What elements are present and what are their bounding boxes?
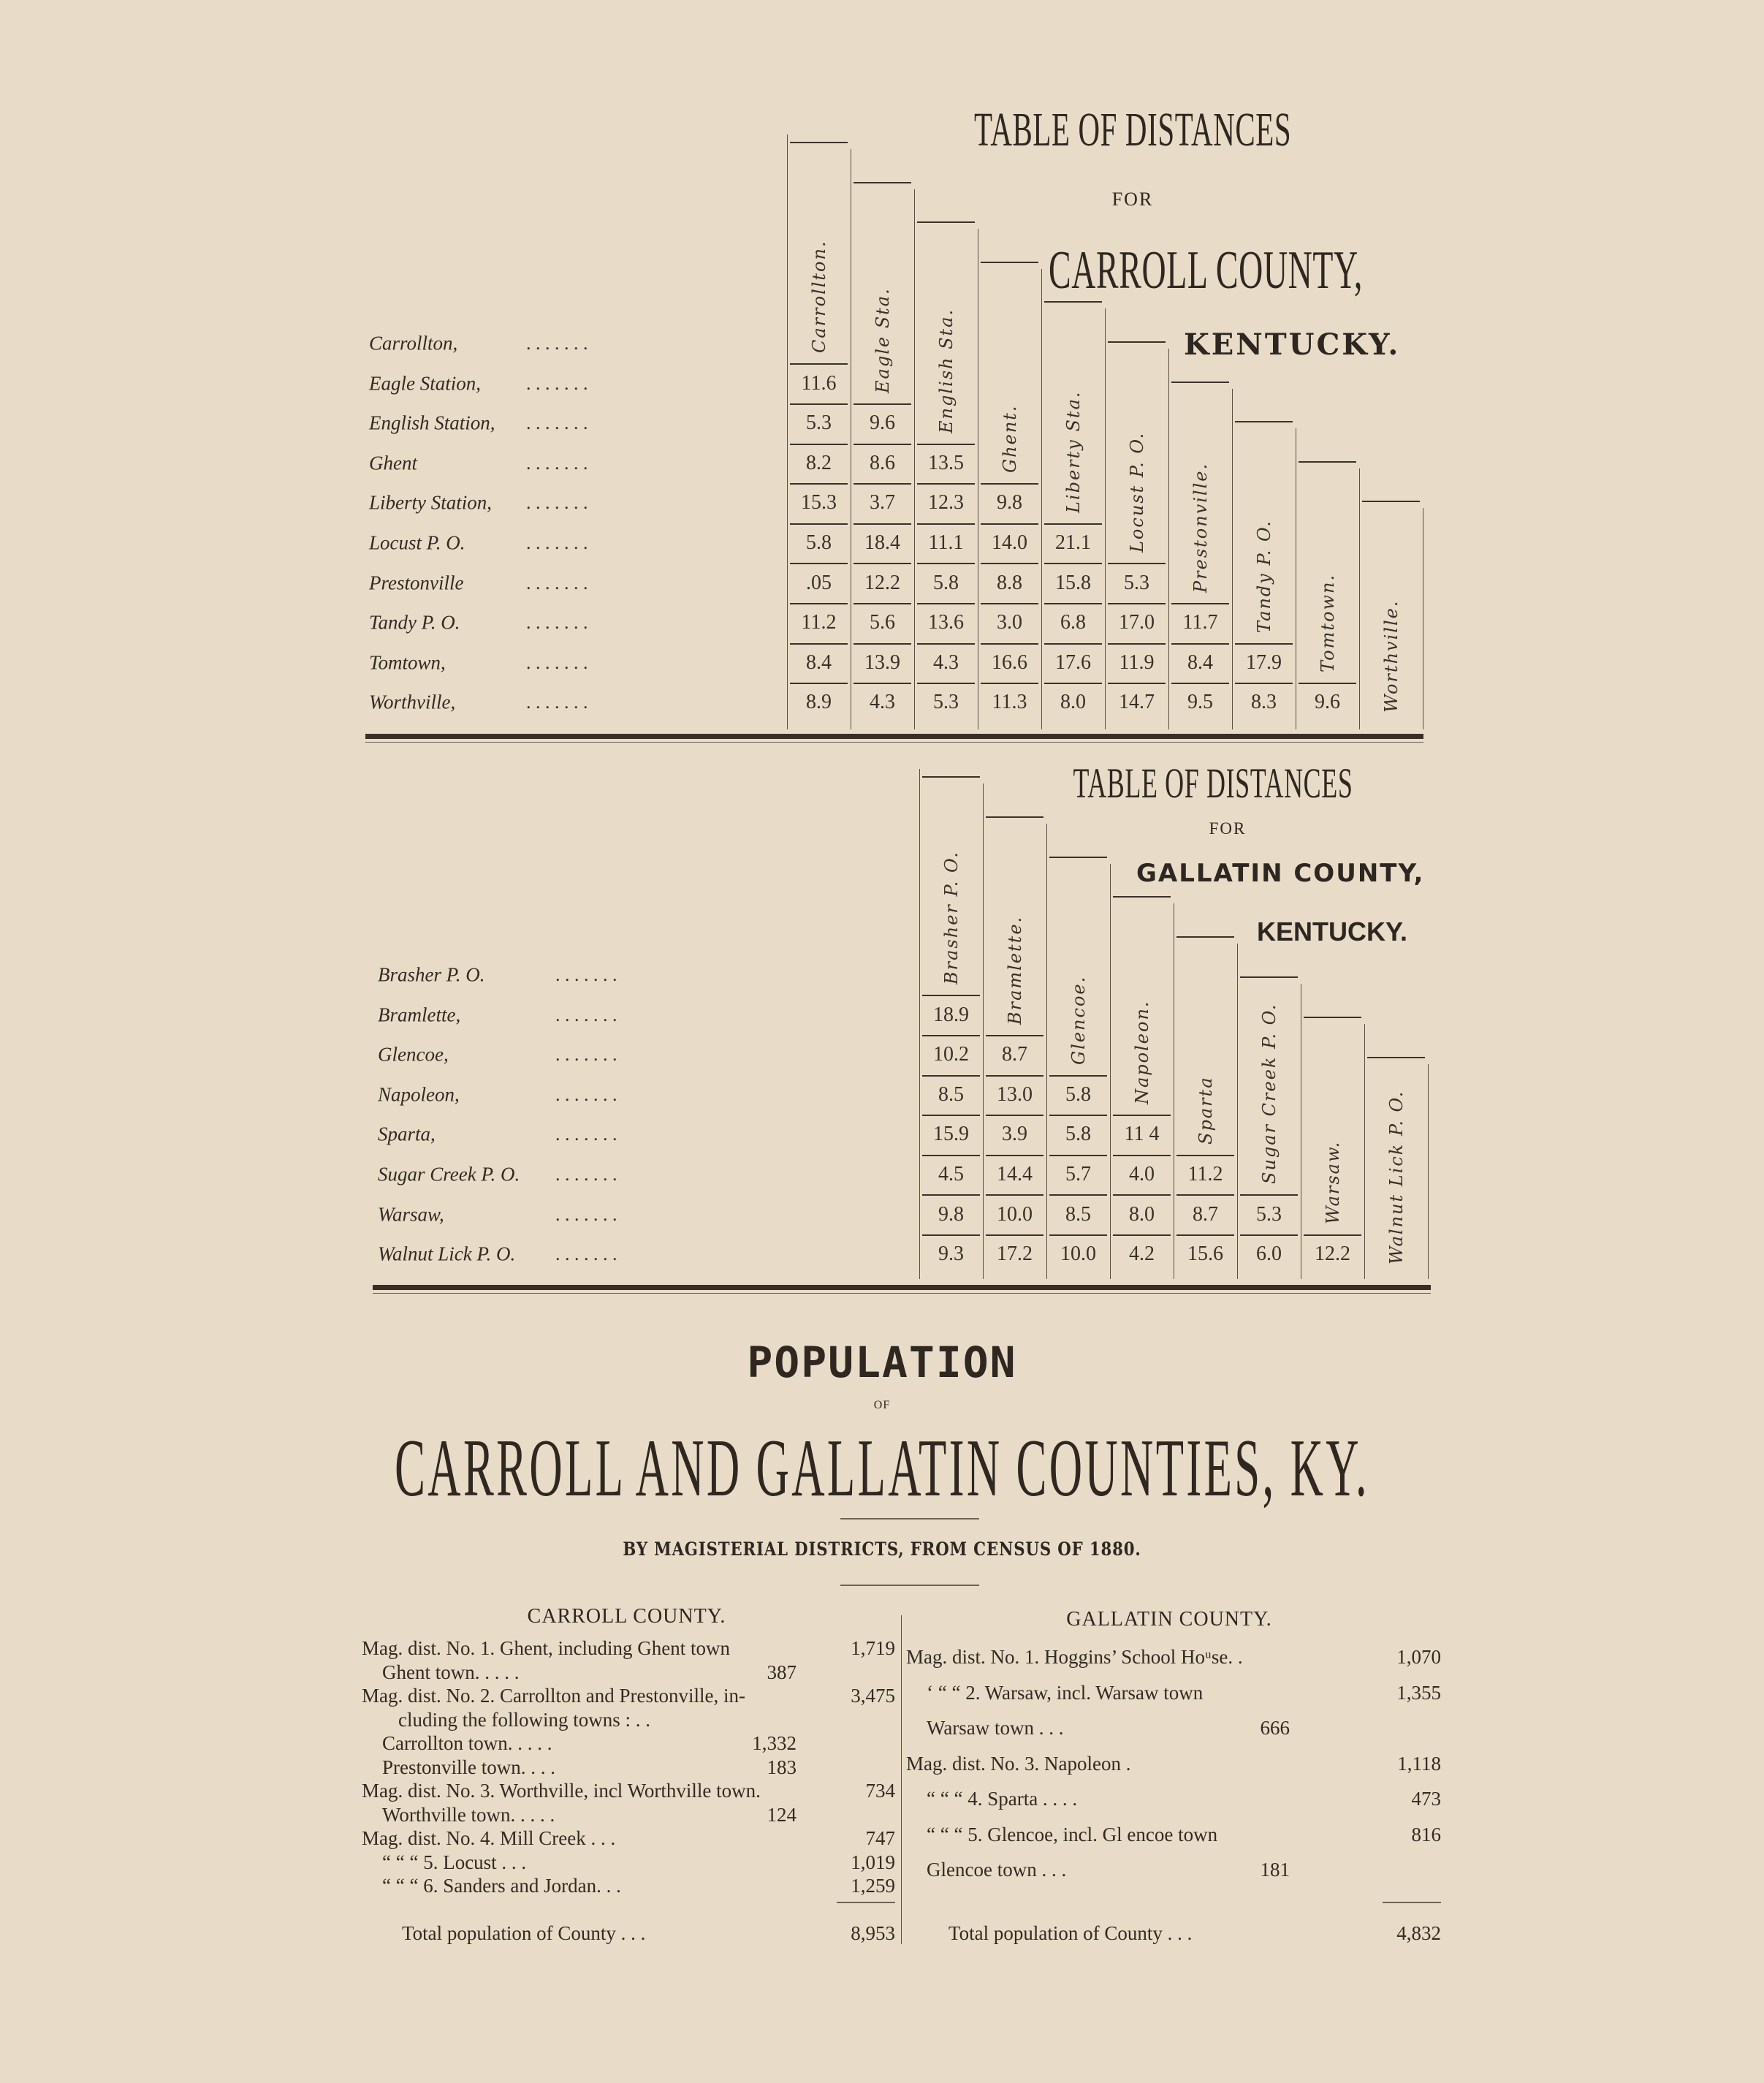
- row-rule: [986, 1234, 1043, 1236]
- row-rule: [917, 563, 975, 564]
- column-header: Prestonville.: [1190, 462, 1211, 593]
- population-line: Ghent town. . . . .: [382, 1661, 520, 1683]
- row-rule: [917, 483, 975, 485]
- row-rule: [1176, 1194, 1234, 1196]
- population-line: “ “ “ 4. Sparta . . . .: [927, 1788, 1078, 1810]
- district-population: 1,719: [851, 1637, 895, 1659]
- header-bottom-rule: [981, 483, 1038, 485]
- distance-cell: 9.3: [938, 1242, 964, 1266]
- carroll-table-title: TABLE OF DISTANCES: [974, 103, 1292, 156]
- distance-cell: 13.0: [997, 1082, 1033, 1106]
- town-population: 124: [767, 1803, 797, 1826]
- population-line: cluding the following towns : . .: [398, 1708, 650, 1731]
- table-bottom-rule: [373, 1285, 1431, 1290]
- row-label: Sugar Creek P. O.: [378, 1163, 520, 1185]
- row-rule: [922, 1155, 980, 1156]
- header-bottom-rule: [1044, 523, 1102, 525]
- header-bottom-rule: [922, 995, 980, 996]
- leader-dots: . . . . . . .: [526, 412, 588, 434]
- row-rule: [1049, 1194, 1107, 1196]
- district-population: 816: [1411, 1823, 1441, 1845]
- distance-cell: .05: [806, 571, 832, 594]
- distance-cell: 8.4: [1187, 650, 1213, 674]
- population-line: Mag. dist. No. 3. Napoleon .: [906, 1752, 1131, 1775]
- total-label: Total population of County . . .: [948, 1922, 1193, 1944]
- population-title: POPULATION: [747, 1338, 1017, 1387]
- distance-cell: 11.1: [928, 531, 964, 554]
- row-rule: [981, 523, 1038, 525]
- leader-dots: . . . . . . .: [526, 651, 588, 673]
- distance-cell: 4.3: [870, 691, 895, 714]
- column-rule: [1364, 1024, 1365, 1279]
- column-header: Warsaw.: [1322, 1140, 1343, 1224]
- row-rule: [1171, 643, 1229, 645]
- header-bottom-rule: [1240, 1194, 1298, 1196]
- row-rule: [981, 603, 1038, 604]
- distance-cell: 8.5: [938, 1082, 964, 1106]
- row-rule: [1240, 1234, 1298, 1236]
- distance-cell: 13.9: [864, 650, 900, 674]
- leader-dots: . . . . . . .: [555, 1083, 617, 1105]
- leader-dots: . . . . . . .: [526, 492, 588, 514]
- row-rule: [981, 643, 1038, 645]
- distance-cell: 15.9: [933, 1123, 969, 1146]
- row-rule: [790, 403, 848, 405]
- population-line: “ “ “ 6. Sanders and Jordan. . .: [382, 1875, 621, 1897]
- district-population: 734: [865, 1780, 895, 1802]
- column-header: Carrollton.: [808, 240, 829, 354]
- distance-cell: 8.4: [806, 650, 832, 674]
- carroll-table-for: FOR: [1111, 189, 1154, 210]
- column-header: Worthville.: [1380, 599, 1402, 713]
- distance-cell: 4.0: [1129, 1163, 1155, 1185]
- row-label: Liberty Station,: [369, 491, 492, 514]
- population-line: Mag. dist. No. 1. Ghent, including Ghent town: [362, 1637, 730, 1659]
- distance-cell: 10.2: [933, 1043, 969, 1066]
- distance-cell: 8.0: [1060, 691, 1086, 714]
- district-population: 1,355: [1396, 1681, 1441, 1704]
- distance-cell: 13.6: [928, 611, 964, 634]
- town-population: 666: [1260, 1717, 1290, 1739]
- distance-cell: 11.7: [1182, 611, 1218, 634]
- district-population: 1,019: [851, 1851, 895, 1873]
- carroll-table-county: CARROLL COUNTY,: [1049, 240, 1363, 300]
- population-line: Glencoe town . . .: [927, 1859, 1067, 1881]
- header-bottom-rule: [1304, 1234, 1361, 1236]
- distance-cell: 9.6: [1315, 691, 1340, 714]
- distance-cell: 9.6: [870, 411, 895, 435]
- header-bottom-rule: [1108, 563, 1166, 564]
- town-population: 181: [1260, 1859, 1290, 1881]
- row-label: Eagle Station,: [369, 372, 481, 395]
- row-rule: [922, 1035, 980, 1036]
- distance-cell: 14.0: [992, 531, 1027, 554]
- distance-cell: 3.7: [870, 491, 895, 515]
- column-rule: [1237, 944, 1238, 1279]
- distance-cell: 4.5: [938, 1163, 964, 1185]
- row-rule: [854, 683, 911, 684]
- row-rule: [917, 643, 975, 645]
- row-rule: [922, 1194, 980, 1196]
- row-label: Tandy P. O.: [369, 611, 460, 634]
- column-header: Locust P. O.: [1126, 431, 1147, 553]
- column-header: Tandy P. O.: [1253, 519, 1274, 633]
- row-rule: [854, 563, 911, 564]
- column-header: Bramlette.: [1004, 915, 1025, 1025]
- header-bottom-rule: [1176, 1155, 1234, 1156]
- leader-dots: . . . . . . .: [526, 691, 588, 713]
- column-header: Ghent.: [999, 404, 1020, 474]
- population-line: Mag. dist. No. 1. Hoggins’ School Hoᵘse. .: [906, 1646, 1243, 1668]
- population-line: ‘ “ “ 2. Warsaw, incl. Warsaw town: [927, 1681, 1204, 1704]
- row-label: Sparta,: [378, 1123, 436, 1145]
- distance-cell: 5.3: [1124, 571, 1149, 594]
- distance-cell: 8.5: [1065, 1202, 1091, 1226]
- distance-cell: 8.9: [806, 691, 832, 714]
- distance-cell: 17.9: [1246, 650, 1282, 674]
- total-label: Total population of County . . .: [402, 1922, 646, 1944]
- row-label: Prestonville: [369, 572, 464, 594]
- distance-cell: 5.6: [870, 611, 895, 634]
- leader-dots: . . . . . . .: [555, 1003, 617, 1025]
- row-rule: [986, 1155, 1043, 1156]
- distance-cell: 9.5: [1187, 691, 1213, 714]
- column-header: Eagle Sta.: [872, 287, 893, 393]
- leader-dots: . . . . . . .: [555, 1123, 617, 1145]
- row-rule: [1044, 683, 1102, 684]
- population-subtitle: BY MAGISTERIAL DISTRICTS, FROM CENSUS OF 1880.: [623, 1538, 1141, 1560]
- leader-dots: . . . . . . .: [555, 964, 617, 985]
- distance-cell: 9.8: [997, 491, 1022, 515]
- distance-cell: 21.1: [1055, 531, 1091, 554]
- column-header: Napoleon.: [1131, 1000, 1152, 1105]
- row-rule: [1049, 1115, 1107, 1116]
- town-population: 387: [767, 1661, 797, 1683]
- row-rule: [986, 1075, 1043, 1077]
- distance-cell: 5.8: [1065, 1123, 1091, 1146]
- leader-dots: . . . . . . .: [526, 612, 588, 634]
- distance-cell: 3.9: [1002, 1123, 1027, 1146]
- distance-cell: 11.6: [801, 371, 837, 395]
- column-header: Walnut Lick P. O.: [1385, 1090, 1407, 1264]
- district-population: 473: [1411, 1788, 1441, 1810]
- table-bottom-thin-rule: [365, 742, 1423, 743]
- distance-cell: 11.9: [1119, 650, 1155, 674]
- row-rule: [1049, 1155, 1107, 1156]
- distance-cell: 8.3: [1251, 691, 1277, 714]
- divider-rule: [840, 1585, 979, 1586]
- row-rule: [922, 1075, 980, 1077]
- row-label: Tomtown,: [369, 651, 446, 674]
- header-bottom-rule: [1235, 643, 1293, 645]
- leader-dots: . . . . . . .: [526, 572, 588, 593]
- gallatin-table-state: KENTUCKY.: [1257, 917, 1408, 946]
- distance-cell: 8.7: [1002, 1043, 1027, 1066]
- distance-cell: 12.2: [864, 571, 900, 594]
- population-line: Carrollton town. . . . .: [382, 1732, 552, 1754]
- distance-cell: 10.0: [1060, 1242, 1096, 1266]
- distance-cell: 11 4: [1124, 1123, 1160, 1146]
- row-rule: [1235, 683, 1293, 684]
- distance-cell: 8.0: [1129, 1202, 1155, 1226]
- distance-cell: 14.4: [997, 1163, 1033, 1185]
- distance-cell: 3.0: [997, 611, 1022, 634]
- distance-cell: 8.2: [806, 451, 832, 474]
- county-total: 4,832: [1396, 1922, 1441, 1944]
- population-line: “ “ “ 5. Glencoe, incl. Gl encoe town: [927, 1823, 1218, 1845]
- district-population: 3,475: [851, 1685, 895, 1707]
- row-label: English Station,: [369, 411, 495, 434]
- distance-cell: 11.3: [992, 691, 1027, 714]
- row-rule: [1108, 643, 1166, 645]
- row-rule: [986, 1194, 1043, 1196]
- header-bottom-rule: [917, 444, 975, 445]
- row-rule: [1108, 603, 1166, 604]
- gallatin-table-county: GALLATIN COUNTY,: [1136, 859, 1425, 888]
- population-line: Mag. dist. No. 3. Worthville, incl Worthville town.: [362, 1780, 761, 1802]
- town-population: 1,332: [752, 1732, 797, 1754]
- row-rule: [790, 523, 848, 525]
- row-label: Carrollton,: [369, 332, 458, 354]
- distance-cell: 4.3: [933, 650, 959, 674]
- town-population: 183: [767, 1756, 797, 1778]
- carroll-table-state: KENTUCKY.: [1184, 327, 1401, 362]
- row-label: Brasher P. O.: [378, 963, 485, 986]
- column-divider: [901, 1615, 902, 1944]
- row-rule: [790, 683, 848, 684]
- distance-cell: 5.7: [1065, 1163, 1091, 1185]
- row-rule: [917, 603, 975, 604]
- distance-cell: 18.9: [933, 1003, 969, 1026]
- population-heading: CARROLL AND GALLATIN COUNTIES, KY.: [395, 1423, 1369, 1514]
- row-label: Napoleon,: [378, 1083, 460, 1106]
- column-header: English Sta.: [935, 308, 957, 433]
- district-population: 1,118: [1397, 1752, 1441, 1775]
- distance-cell: 17.0: [1119, 611, 1155, 634]
- row-rule: [1176, 1234, 1234, 1236]
- divider-rule: [840, 1518, 979, 1519]
- distance-cell: 15.8: [1055, 571, 1091, 594]
- district-population: 1,259: [851, 1875, 895, 1897]
- row-rule: [1044, 643, 1102, 645]
- table-bottom-rule: [365, 734, 1423, 739]
- leader-dots: . . . . . . .: [555, 1203, 617, 1225]
- distance-cell: 17.2: [997, 1242, 1033, 1266]
- gallatin-table-title: TABLE OF DISTANCES: [1073, 759, 1353, 807]
- header-bottom-rule: [1171, 603, 1229, 604]
- distance-cell: 13.5: [928, 451, 964, 474]
- distance-cell: 8.8: [997, 571, 1022, 594]
- population-line: Mag. dist. No. 2. Carrollton and Prestonville, in-: [362, 1685, 745, 1707]
- sum-rule: [837, 1902, 895, 1903]
- row-rule: [854, 603, 911, 604]
- column-rule: [1428, 1064, 1429, 1279]
- distance-cell: 10.0: [997, 1202, 1033, 1226]
- row-rule: [854, 523, 911, 525]
- leader-dots: . . . . . . .: [526, 333, 588, 354]
- distance-cell: 11.2: [1187, 1163, 1223, 1185]
- row-rule: [790, 603, 848, 604]
- header-bottom-rule: [1113, 1115, 1171, 1116]
- population-line: Mag. dist. No. 4. Mill Creek . . .: [362, 1827, 616, 1849]
- leader-dots: . . . . . . .: [555, 1164, 617, 1185]
- distance-cell: 15.3: [801, 491, 837, 515]
- district-population: 1,070: [1396, 1646, 1441, 1668]
- population-line: Worthville town. . . . .: [382, 1803, 555, 1826]
- row-rule: [1113, 1194, 1171, 1196]
- distance-cell: 5.3: [933, 691, 959, 714]
- column-rule: [1232, 389, 1233, 729]
- population-line: “ “ “ 5. Locust . . .: [382, 1851, 527, 1873]
- row-label: Ghent: [369, 452, 417, 474]
- row-rule: [790, 483, 848, 485]
- population-line: Warsaw town . . .: [927, 1717, 1064, 1739]
- header-bottom-rule: [854, 403, 911, 405]
- population-line: Prestonville town. . . .: [382, 1756, 555, 1778]
- distance-cell: 8.7: [1193, 1202, 1218, 1226]
- column-header: Tomtown.: [1317, 574, 1338, 673]
- header-bottom-rule: [1299, 683, 1356, 684]
- distance-cell: 12.2: [1315, 1242, 1350, 1266]
- distance-cell: 5.8: [1065, 1082, 1091, 1106]
- row-label: Glencoe,: [378, 1043, 449, 1066]
- row-rule: [854, 643, 911, 645]
- row-label: Bramlette,: [378, 1003, 461, 1026]
- population-of: OF: [873, 1399, 891, 1411]
- row-label: Warsaw,: [378, 1203, 444, 1226]
- row-rule: [854, 483, 911, 485]
- header-bottom-rule: [1049, 1075, 1107, 1077]
- distance-cell: 8.6: [870, 451, 895, 474]
- gallatin-population-heading: GALLATIN COUNTY.: [1066, 1608, 1272, 1631]
- row-rule: [790, 444, 848, 445]
- distance-cell: 9.8: [938, 1202, 964, 1226]
- sum-rule: [1383, 1902, 1441, 1903]
- row-label: Worthville,: [369, 691, 456, 713]
- row-rule: [917, 683, 975, 684]
- leader-dots: . . . . . . .: [555, 1044, 617, 1066]
- distance-cell: 14.7: [1119, 691, 1155, 714]
- distance-cell: 11.2: [801, 611, 837, 634]
- row-rule: [790, 563, 848, 564]
- row-rule: [790, 643, 848, 645]
- column-header: Sugar Creek P. O.: [1258, 1003, 1280, 1185]
- row-label: Walnut Lick P. O.: [378, 1242, 516, 1265]
- column-rule: [1359, 468, 1360, 729]
- row-rule: [922, 1115, 980, 1116]
- column-header: Glencoe.: [1068, 975, 1089, 1065]
- distance-cell: 16.6: [992, 650, 1027, 674]
- row-rule: [1171, 683, 1229, 684]
- distance-cell: 15.6: [1187, 1242, 1223, 1266]
- row-label: Locust P. O.: [369, 531, 465, 554]
- distance-cell: 17.6: [1055, 650, 1091, 674]
- row-rule: [1044, 563, 1102, 564]
- district-population: 747: [865, 1827, 895, 1849]
- carroll-population-heading: CARROLL COUNTY.: [527, 1605, 726, 1628]
- row-rule: [981, 563, 1038, 564]
- column-header: Sparta: [1195, 1076, 1216, 1145]
- distance-cell: 18.4: [864, 531, 900, 554]
- leader-dots: . . . . . . .: [526, 532, 588, 553]
- distance-cell: 4.2: [1129, 1242, 1155, 1266]
- column-header: Brasher P. O.: [940, 851, 962, 985]
- row-rule: [1049, 1234, 1107, 1236]
- county-total: 8,953: [851, 1922, 895, 1944]
- leader-dots: . . . . . . .: [555, 1243, 617, 1265]
- column-header: Liberty Sta.: [1062, 390, 1084, 513]
- row-rule: [1108, 683, 1166, 684]
- header-bottom-rule: [790, 363, 848, 365]
- row-rule: [1113, 1155, 1171, 1156]
- distance-cell: 6.0: [1256, 1242, 1282, 1266]
- row-rule: [854, 444, 911, 445]
- row-rule: [1044, 603, 1102, 604]
- row-rule: [981, 683, 1038, 684]
- distance-cell: 5.3: [806, 411, 832, 435]
- distance-cell: 5.3: [1256, 1202, 1282, 1226]
- leader-dots: . . . . . . .: [526, 452, 588, 474]
- leader-dots: . . . . . . .: [526, 372, 588, 394]
- table-bottom-thin-rule: [373, 1293, 1431, 1294]
- gallatin-table-for: FOR: [1209, 819, 1247, 838]
- distance-cell: 6.8: [1060, 611, 1086, 634]
- distance-cell: 5.8: [806, 531, 832, 554]
- header-bottom-rule: [986, 1035, 1043, 1036]
- distance-cell: 5.8: [933, 571, 959, 594]
- row-rule: [917, 523, 975, 525]
- row-rule: [986, 1115, 1043, 1116]
- row-rule: [922, 1234, 980, 1236]
- distance-cell: 12.3: [928, 491, 964, 515]
- row-rule: [1113, 1234, 1171, 1236]
